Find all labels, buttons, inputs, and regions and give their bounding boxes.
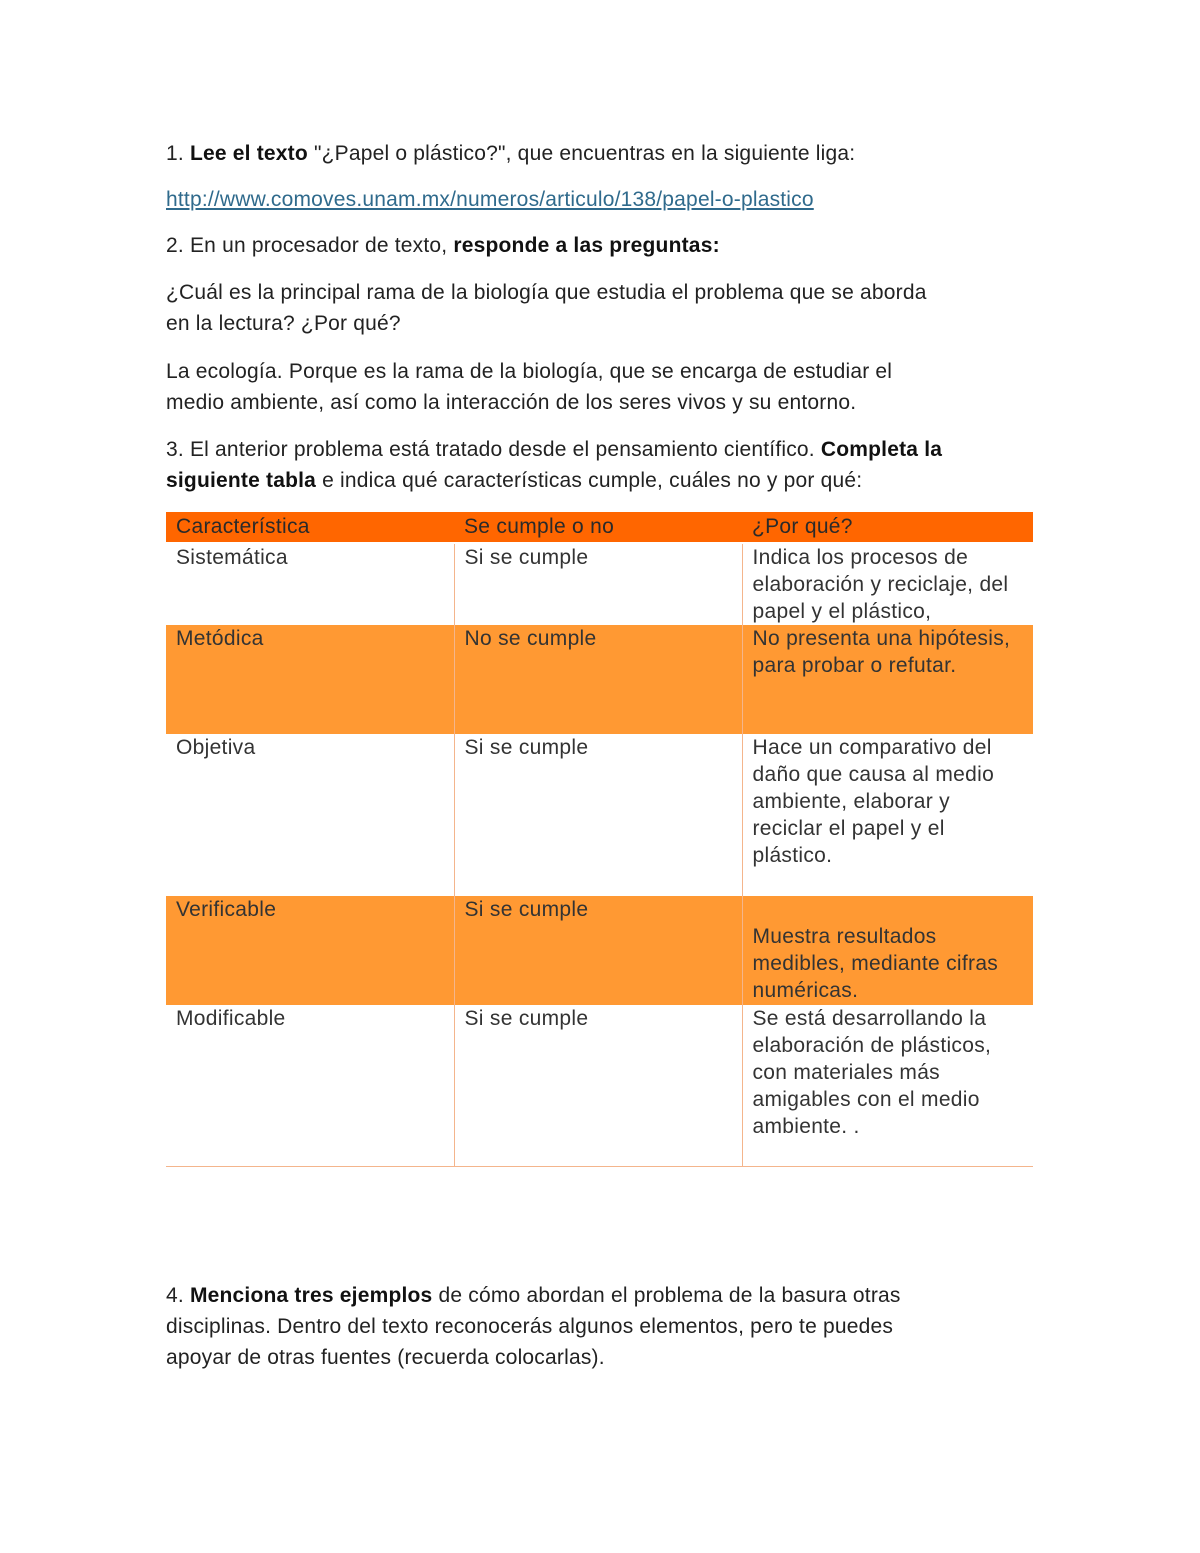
cell-cumple: Si se cumple xyxy=(454,543,742,625)
cell-porque: Se está desarrollando la elaboración de plásticos, con materiales más amigables con el medio ambiente. . xyxy=(742,1005,1033,1167)
cell-porque: No presenta una hipótesis, para probar o refutar. xyxy=(742,625,1033,734)
question-2: 2. En un procesador de texto, responde a las preguntas: xyxy=(166,234,720,257)
cell-caracteristica: Objetiva xyxy=(166,734,454,896)
question-2-answer: La ecología. Porque es la rama de la biología, que se encarga de estudiar el medio ambiente, así como la interacción de los seres vivos y su entorno. xyxy=(166,360,893,414)
cell-porque: Hace un comparativo del daño que causa al medio ambiente, elaborar y reciclar el papel y el plástico. xyxy=(742,734,1033,896)
question-3: 3. El anterior problema está tratado desde el pensamiento científico. Completa la siguiente tabla e indica qué características cumple, cuáles no y por qué: xyxy=(166,438,943,492)
table-header-row xyxy=(166,512,1033,543)
cell-porque: Indica los procesos de elaboración y reciclaje, del papel y el plástico, xyxy=(742,543,1033,625)
table-row xyxy=(166,734,1033,896)
question-4-instruction: Menciona tres ejemplos xyxy=(189,1284,433,1307)
characteristics-table xyxy=(166,512,1033,1167)
cell-cumple: No se cumple xyxy=(454,625,742,734)
article-link[interactable]: http://www.comoves.unam.mx/numeros/articulo/138/papel-o-plastico xyxy=(166,188,814,211)
header-por-que: ¿Por qué? xyxy=(742,512,1033,543)
cell-porque: Muestra resultados medibles, mediante cifras numéricas. xyxy=(742,896,1033,1005)
cell-cumple: Si se cumple xyxy=(454,734,742,896)
question-1: 1. Lee el texto "¿Papel o plástico?", que encuentras en la siguiente liga: xyxy=(166,142,856,165)
cell-caracteristica: Verificable xyxy=(166,896,454,1005)
cell-cumple: Si se cumple xyxy=(454,1005,742,1167)
article-link-paragraph xyxy=(166,184,1034,215)
table-row xyxy=(166,543,1033,625)
table-row xyxy=(166,625,1033,734)
cell-caracteristica: Sistemática xyxy=(166,543,454,625)
question-4: 4. Menciona tres ejemplos de cómo abordan el problema de la basura otras disciplinas. Dentro del texto reconocerás algunos elementos, pero te puedes apoyar de otras fuentes (recuerda colocarlas). xyxy=(166,1284,901,1369)
header-caracteristica: Característica xyxy=(166,512,454,543)
table-row xyxy=(166,896,1033,1005)
cell-cumple: Si se cumple xyxy=(454,896,742,1005)
cell-caracteristica: Modificable xyxy=(166,1005,454,1167)
question-2-prompt: ¿Cuál es la principal rama de la biología que estudia el problema que se aborda en la lectura? ¿Por qué? xyxy=(166,281,927,335)
question-1-instruction: Lee el texto xyxy=(189,142,308,165)
question-2-instruction: responde a las preguntas: xyxy=(453,234,720,257)
table-row xyxy=(166,1005,1033,1167)
header-se-cumple: Se cumple o no xyxy=(454,512,742,543)
cell-caracteristica: Metódica xyxy=(166,625,454,734)
